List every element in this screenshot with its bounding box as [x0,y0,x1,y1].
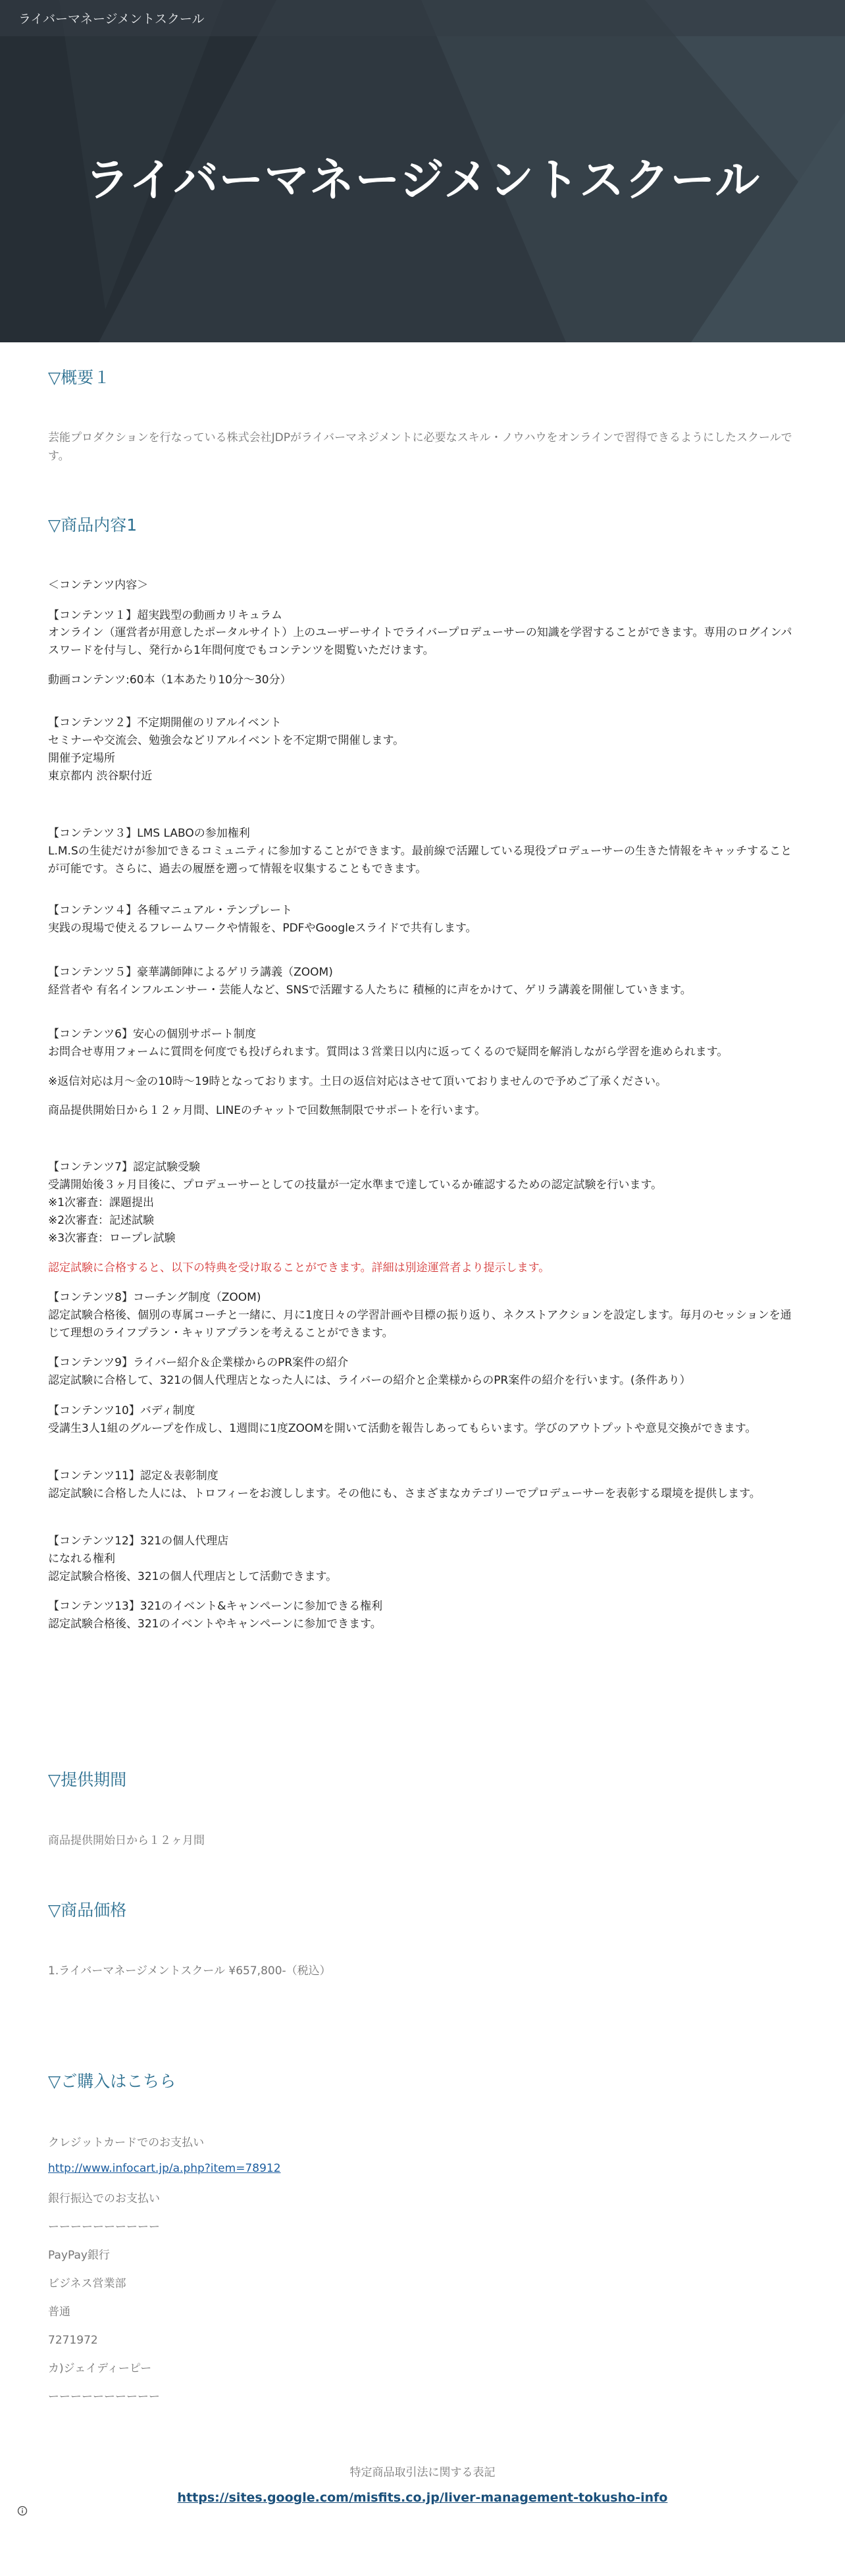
content-7-title: 【コンテンツ7】認定試験受験 [48,1161,200,1174]
content-13-title: 【コンテンツ13】321のイベント&キャンペーンに参加できる権利 [48,1600,383,1613]
content-7-stage-1: ※1次審査：課題提出 [48,1196,155,1209]
period-text: 商品提供開始日から１２ヶ月間 [48,1834,205,1847]
content-5-text: 経営者や 有名インフルエンサー・芸能人など、SNSで活躍する人たちに 積極的に声をかけて、ゲリラ講義を開催していきます。 [48,984,692,997]
content-7-stage-2: ※2次審査：記述試験 [48,1214,155,1227]
content-11-text: 認定試験に合格した人には、トロフィーをお渡しします。その他にも、さまざまなカテゴリーでプロデューサーを表彰する環境を提供します。 [48,1487,761,1500]
legal-notice-link[interactable]: https://sites.google.com/misfits.co.jp/liver-management-tokusho-info [177,2490,668,2505]
content-13-text: 認定試験合格後、321のイベントやキャンペーンに参加できます。 [48,1617,382,1631]
content-9-title: 【コンテンツ9】ライバー紹介＆企業様からのPR案件の紹介 [48,1356,349,1369]
account-holder: カ)ジェイディーピー [48,2362,152,2375]
page-title: ライバーマネージメントスクール [84,155,761,207]
bank-name: PayPay銀行 [48,2249,110,2262]
price-text: 1.ライバーマネージメントスクール ¥657,800-（税込） [48,1964,331,1978]
bank-divider-bottom: ーーーーーーーーーー [48,2390,160,2404]
card-payment-label: クレジットカードでのお支払い [48,2136,205,2149]
content-3-title: 【コンテンツ３】LMS LABOの参加権利 [48,827,250,840]
site-name[interactable]: ライバーマネージメントスクール [18,12,205,26]
content-7-stage-3: ※3次審査：ロープレ試験 [48,1232,176,1245]
content-6-line-support: 商品提供開始日から１２ヶ月間、LINEのチャットで回数無制限でサポートを行います。 [48,1104,486,1117]
content-4-title: 【コンテンツ４】各種マニュアル・テンプレート [48,904,292,917]
content-2-text: セミナーや交流会、勉強会などリアルイベントを不定期で開催します。 [48,734,405,747]
content-4-text: 実践の現場で使えるフレームワークや情報を、PDFやGoogleスライドで共有します。 [48,922,477,935]
content-12-title-cont: になれる権利 [48,1552,115,1565]
content-8-text: 認定試験合格後、個別の専属コーチと一緒に、月に1度日々の学習計画や目標の振り返り、ネクストアクションを設定します。毎月のセッションを通じて理想のライフプラン・キャリアプランを考えることができます。 [48,1309,792,1340]
content-3-text: L.M.Sの生徒だけが参加できるコミュニティに参加することができます。最前線で活躍している現役プロデューサーの生きた情報をキャッチすることが可能です。さらに、過去の履歴を遡って情報を収集することもできます。 [48,845,792,876]
bank-divider-top: ーーーーーーーーーー [48,2221,160,2234]
bank-payment-label: 銀行振込でのお支払い [48,2192,160,2205]
legal-notice-label: 特定商品取引法に関する表記 [349,2466,496,2479]
content-10-title: 【コンテンツ10】バディ制度 [48,1404,195,1417]
content-11-title: 【コンテンツ11】認定＆表彰制度 [48,1469,218,1483]
content-6-title: 【コンテンツ6】安心の個別サポート制度 [48,1028,256,1041]
content-6-text: お問合せ専用フォームに質問を何度でも投げられます。質問は３営業日以内に返ってくるので疑問を解消しながら学習を進められます。 [48,1045,729,1059]
benefit-notice: 認定試験に合格すると、以下の特典を受け取ることができます。詳細は別途運営者より提示します。 [48,1261,550,1275]
content-2-place: 東京都内 渋谷駅付近 [48,770,153,783]
overview-heading: ▽概要１ [48,368,111,387]
content-1-detail: 動画コンテンツ:60本（1本あたり10分〜30分） [48,673,292,687]
price-heading: ▽商品価格 [48,1901,127,1920]
account-type: 普通 [48,2305,70,2319]
period-heading: ▽提供期間 [48,1770,127,1789]
account-number: 7271972 [48,2334,98,2347]
content-2-place-label: 開催予定場所 [48,752,115,765]
content-1-text: オンライン（運営者が用意したポータルサイト）上のユーザーサイトでライバープロデューサーの知識を学習することができます。専用のログインパスワードを付与し、発行から1年間何度でもコンテンツを閲覧いただけます。 [48,626,792,657]
content-12-title: 【コンテンツ12】321の個人代理店 [48,1535,229,1548]
card-payment-link[interactable]: http://www.infocart.jp/a.php?item=78912 [48,2162,281,2175]
info-icon[interactable] [17,2506,28,2516]
contents-heading: ▽商品内容1 [48,515,138,535]
bank-branch: ビジネス営業部 [48,2277,126,2290]
content-5-title: 【コンテンツ５】豪華講師陣によるゲリラ講義（ZOOM) [48,966,333,979]
content-2-title: 【コンテンツ２】不定期開催のリアルイベント [48,716,282,729]
content-6-note: ※返信対応は月〜金の10時〜19時となっております。土日の返信対応はさせて頂いておりませんので予めご了承ください。 [48,1075,667,1088]
hero-banner [0,0,845,342]
content-1-title: 【コンテンツ１】超実践型の動画カリキュラム [48,609,282,622]
content-7-text: 受講開始後３ヶ月目後に、プロデューサーとしての技量が一定水準まで達しているか確認するための認定試験を行います。 [48,1178,663,1192]
contents-intro: ＜コンテンツ内容＞ [48,579,149,592]
content-8-title: 【コンテンツ8】コーチング制度（ZOOM) [48,1291,261,1304]
content-10-text: 受講生3人1組のグループを作成し、1週間に1度ZOOMを開いて活動を報告しあってもらいます。学びのアウトプットや意見交換ができます。 [48,1422,757,1435]
overview-text: 芸能プロダクションを行なっている株式会社JDPがライバーマネジメントに必要なスキル・ノウハウをオンラインで習得できるようにしたスクールです。 [48,431,792,463]
purchase-heading: ▽ご購入はこちら [48,2072,176,2091]
content-9-text: 認定試験に合格して、321の個人代理店となった人には、ライバーの紹介と企業様からのPR案件の紹介を行います。(条件あり） [48,1374,691,1387]
content-12-text: 認定試験合格後、321の個人代理店として活動できます。 [48,1570,338,1583]
